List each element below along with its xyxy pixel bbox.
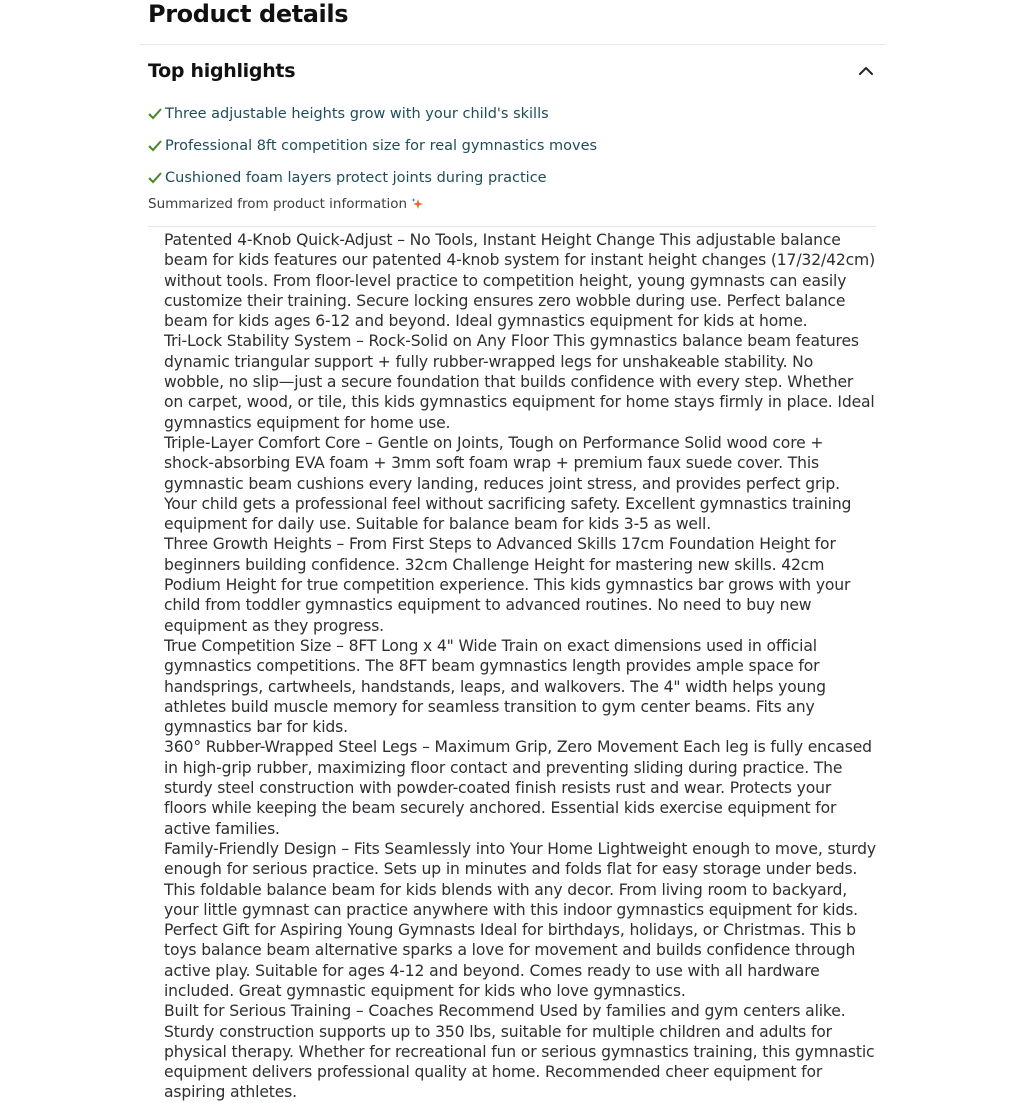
description-paragraph: Tri-Lock Stability System – Rock-Solid on Any Floor This gymnastics balance beam features dynamic triangular support + fully rubber-wrapped legs for unshakeable stability. No wobble, no slip—just a secure foundation that builds confidence with every step. Whether on carpet, wood, or tile, this kids gymnastics equipment for home stays firmly in place. Ideal gymnastics equipment for home use. bbox=[164, 332, 875, 432]
description-paragraph: Family-Friendly Design – Fits Seamlessly into Your Home Lightweight enough to move, sturdy enough for serious practice. Sets up in minutes and folds flat for easy storage under beds. This foldable balance beam for kids blends with any decor. From living room to backyard, your little gymnast can practice anywhere with this indoor gymnastics equipment for kids. bbox=[164, 839, 876, 919]
highlight-item bbox=[148, 98, 597, 130]
description-paragraph: Built for Serious Training – Coaches Recommend Used by families and gym centers alike. Sturdy construction supports up to 350 lbs, suitable for multiple children and adults for physical therapy. Whether for recreational fun or serious gymnastics training, this gymnastic equipment delivers professional quality at home. Recommended cheer equipment for aspiring athletes. bbox=[164, 1002, 875, 1102]
highlight-item bbox=[148, 162, 597, 194]
check-icon bbox=[148, 170, 164, 186]
top-highlights-toggle[interactable] bbox=[148, 56, 876, 86]
highlight-text: Professional 8ft competition size for real gymnastics moves bbox=[165, 138, 598, 154]
summary-text: Summarized from product information bbox=[148, 196, 408, 212]
section-title: Top highlights bbox=[148, 60, 296, 82]
description-paragraph: Three Growth Heights – From First Steps to Advanced Skills 17cm Foundation Height for beginners building confidence. 32cm Challenge Height for mastering new skills. 42cm Podium Height for true competition experience. This kids gymnastics bar grows with your child from toddler gymnastics equipment to advanced routines. No need to buy new equipment as they progress. bbox=[164, 535, 851, 635]
check-icon bbox=[148, 106, 164, 122]
highlight-item bbox=[148, 130, 597, 162]
page-title: Product details bbox=[148, 0, 349, 28]
chevron-up-icon[interactable] bbox=[856, 61, 876, 81]
header-divider bbox=[140, 44, 886, 45]
summary-note bbox=[148, 196, 424, 212]
check-icon bbox=[148, 138, 164, 154]
highlights-list bbox=[148, 98, 597, 194]
ai-sparkle-icon bbox=[410, 197, 424, 211]
description-paragraph: Triple-Layer Comfort Core – Gentle on Joints, Tough on Performance Solid wood core + shock-absorbing EVA foam + 3mm soft foam wrap + premium faux suede cover. This gymnastic beam cushions every landing, reduces joint stress, and provides perfect grip. Your child gets a professional feel without sacrificing safety. Excellent gymnastics training equipment for daily use. Suitable for balance beam for kids 3-5 as well. bbox=[164, 433, 852, 534]
description-paragraph: True Competition Size – 8FT Long x 4" Wide Train on exact dimensions used in official gymnastics competitions. The 8FT beam gymnastics length provides ample space for handsprings, cartwheels, handstands, leaps, and walkovers. The 4" width helps young athletes build muscle memory for seamless transition to gym center beams. Fits any gymnastics bar for kids. bbox=[164, 636, 826, 737]
description-paragraph: 360° Rubber-Wrapped Steel Legs – Maximum Grip, Zero Movement Each leg is fully encased in high-grip rubber, maximizing floor contact and preventing sliding during practice. The sturdy steel construction with powder-coated finish resists rust and wear. Protects your floors while keeping the beam securely anchored. Essential kids exercise equipment for active families. bbox=[164, 738, 872, 838]
highlight-text: Cushioned foam layers protect joints during practice bbox=[165, 170, 547, 186]
summary-divider bbox=[148, 226, 876, 227]
highlight-text: Three adjustable heights grow with your child's skills bbox=[165, 106, 549, 122]
description-paragraph: Perfect Gift for Aspiring Young Gymnasts Ideal for birthdays, holidays, or Christmas. This b toys balance beam alternative sparks a love for movement and builds confidence through active play. Suitable for ages 4-12 and beyond. Comes ready to use with all hardware included. Great gymnastic equipment for kids who love gymnastics. bbox=[164, 921, 856, 1000]
description-paragraph: Patented 4-Knob Quick-Adjust – No Tools, Instant Height Change This adjustable balance beam for kids features our patented 4-knob system for instant height changes (17/32/42cm) without tools. From floor-level practice to competition height, young gymnasts can easily customize their training. Secure locking ensures zero wobble during use. Perfect balance beam for kids ages 6-12 and beyond. Ideal gymnastics equipment for kids at home. bbox=[164, 231, 876, 331]
product-description bbox=[164, 230, 876, 1103]
